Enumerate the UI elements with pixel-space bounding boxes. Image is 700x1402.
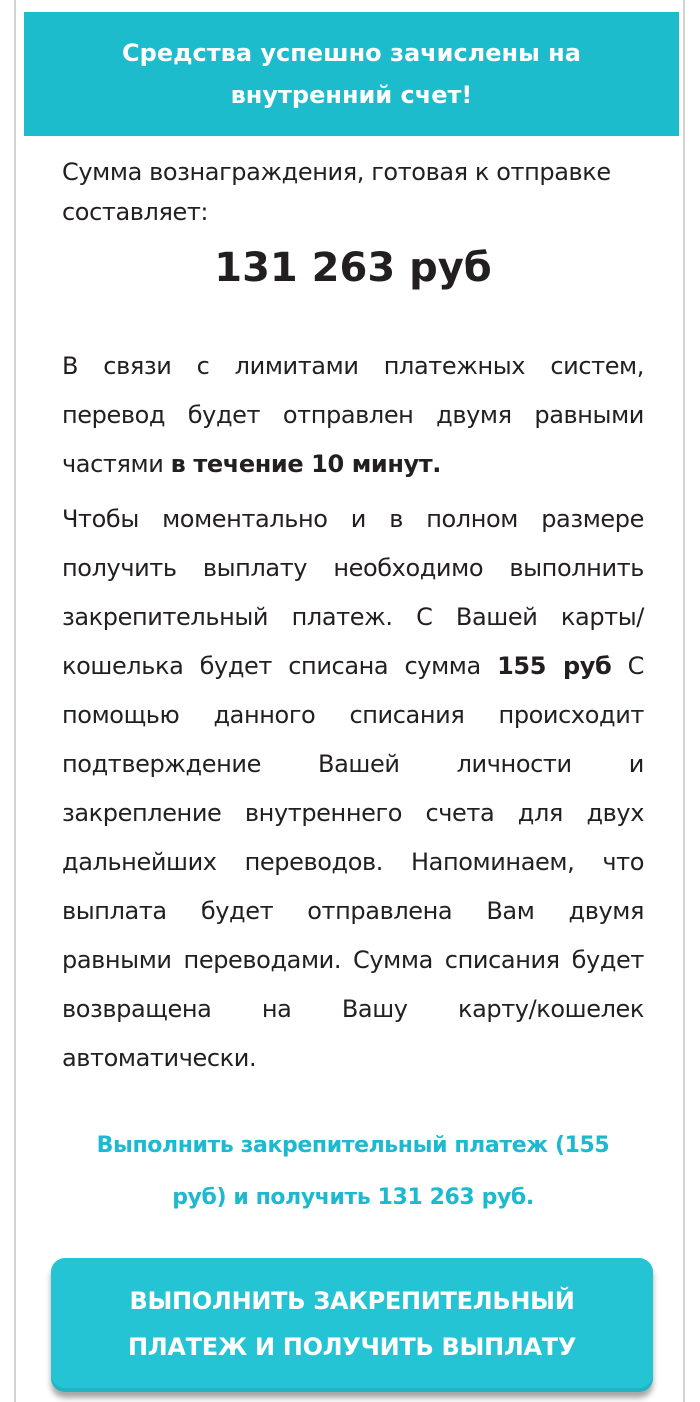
banner-title-line-2: внутренний счет! xyxy=(230,81,473,109)
limits-notice-time: в течение 10 минут. xyxy=(170,450,441,478)
payment-details-text-end: С помощью данного списания происходит подтверждение Вашей личности и закрепление внутреннего счета для двух дальнейших переводов. Напоминаем, что выплата будет отправлена Вам двумя равными переводами. Сумма списания будет возвращена на Вашу карту/кошелек автоматически. xyxy=(62,652,644,1072)
button-label-line-1: ВЫПОЛНИТЬ ЗАКРЕПИТЕЛЬНЫЙ xyxy=(129,1287,575,1315)
pay-and-receive-button[interactable] xyxy=(51,1258,653,1392)
payment-details xyxy=(62,495,644,1083)
reward-amount: 131 263 руб xyxy=(214,245,492,291)
payment-details-text: Чтобы моментально и в полном размере получить выплату необходимо выполнить закрепительный платеж. С Вашей карты/кошелька будет списана сумма xyxy=(62,505,644,680)
pay-fee-link-line-1: Выполнить закрепительный платеж (155 xyxy=(96,1133,610,1158)
reward-sum-label: Сумма вознаграждения, готовая к отправке составляет: xyxy=(62,158,611,226)
limits-notice xyxy=(62,342,644,489)
pay-fee-link[interactable] xyxy=(62,1120,644,1224)
fee-amount: 155 руб xyxy=(497,652,612,680)
success-banner xyxy=(24,12,679,136)
banner-title-line-1: Средства успешно зачислены на xyxy=(122,39,581,67)
page-frame xyxy=(14,0,685,1402)
limits-notice-text: В связи с лимитами платежных систем, перевод будет отправлен двумя равными частями xyxy=(62,352,644,478)
pay-fee-link-line-2: руб) и получить 131 263 руб. xyxy=(172,1185,534,1210)
button-label-line-2: ПЛАТЕЖ И ПОЛУЧИТЬ ВЫПЛАТУ xyxy=(127,1333,577,1361)
main-content xyxy=(62,152,644,1083)
